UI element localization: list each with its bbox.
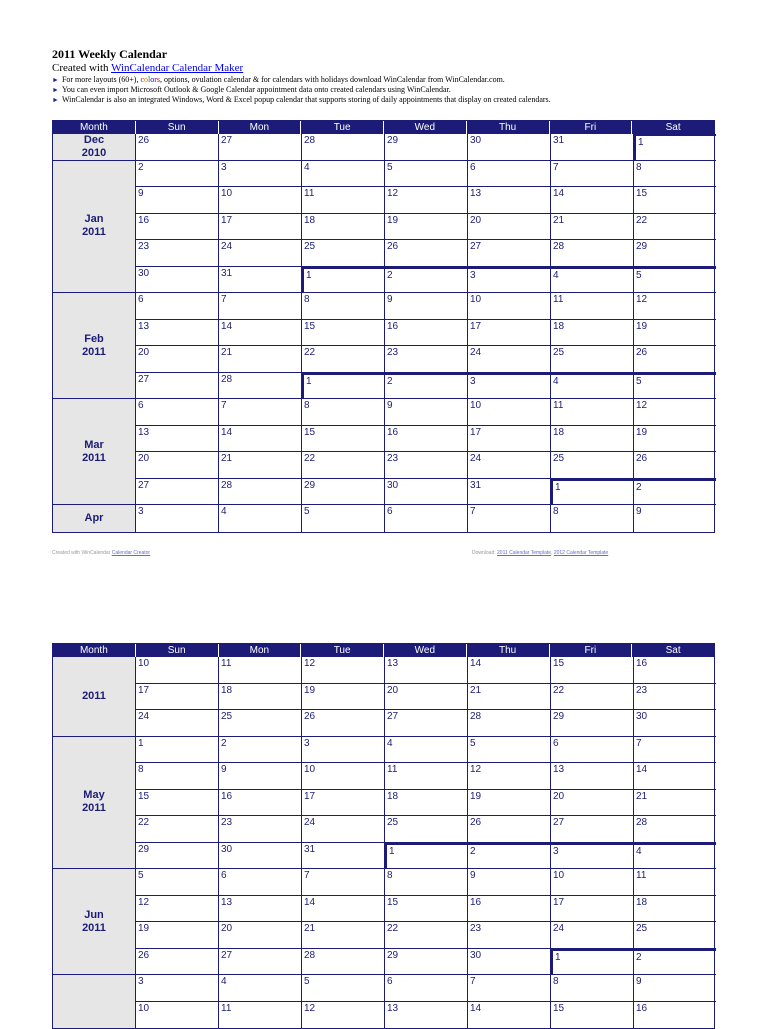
day-cell[interactable]: 13: [385, 657, 468, 683]
day-cell[interactable]: 8: [551, 505, 634, 532]
day-cell[interactable]: 2: [219, 737, 302, 763]
column-header-mon: Mon: [219, 644, 302, 657]
day-cell[interactable]: 12: [302, 1002, 385, 1029]
day-cell[interactable]: 14: [636, 764, 648, 775]
calendar-table-2: [52, 643, 715, 1029]
day-cell[interactable]: 18: [551, 320, 634, 346]
day-cell[interactable]: 10: [219, 187, 302, 213]
day-cell[interactable]: 4: [219, 975, 302, 1001]
day-cell[interactable]: 19: [302, 684, 385, 710]
day-cell[interactable]: 10: [551, 869, 634, 895]
day-cell[interactable]: 7: [468, 975, 551, 1001]
day-cell[interactable]: 29: [136, 843, 219, 869]
day-cell[interactable]: 25: [551, 346, 634, 372]
day-cell[interactable]: 27: [136, 373, 219, 399]
day-cell[interactable]: 15: [302, 426, 385, 452]
day-cell[interactable]: 31: [468, 479, 551, 505]
day-cell[interactable]: 20: [385, 684, 468, 710]
week-row: [136, 293, 716, 320]
week-row: [136, 479, 716, 506]
day-cell[interactable]: 17: [551, 896, 634, 922]
day-cell[interactable]: 29: [385, 134, 468, 160]
day-cell[interactable]: 4: [634, 843, 716, 869]
day-cell[interactable]: 10: [468, 399, 551, 425]
day-cell[interactable]: 9: [385, 399, 468, 425]
day-cell[interactable]: 10: [302, 763, 385, 789]
day-cell[interactable]: 1: [551, 949, 634, 975]
day-cell[interactable]: 28: [302, 949, 385, 975]
day-cell[interactable]: 8: [385, 869, 468, 895]
bullet1-text-b: , options, ovulation calendar & for calendars with holidays download WinCalendar from WinCalendar.com.: [160, 75, 505, 84]
day-cell[interactable]: 28: [219, 479, 302, 505]
day-cell[interactable]: 19: [468, 790, 551, 816]
colors-letter: s: [156, 75, 161, 84]
day-cell[interactable]: 14: [219, 426, 302, 452]
day-cell[interactable]: 20: [136, 346, 219, 372]
bullet1-text-a: For more layouts (60+),: [61, 75, 141, 84]
day-cell[interactable]: 20: [468, 214, 551, 240]
week-row: [136, 1002, 716, 1029]
day-cell[interactable]: 23: [636, 684, 648, 696]
day-cell[interactable]: 30: [636, 711, 648, 722]
day-cell[interactable]: 18: [551, 426, 634, 452]
day-cell[interactable]: 1: [634, 134, 716, 160]
column-header-tue: Tue: [301, 121, 384, 134]
day-cell[interactable]: 14: [219, 320, 302, 346]
day-cell[interactable]: 31: [219, 267, 302, 293]
day-cell[interactable]: 2: [385, 267, 468, 293]
column-header-sun: Sun: [136, 121, 219, 134]
day-cell[interactable]: 11: [219, 657, 302, 683]
day-cell[interactable]: 21: [302, 922, 385, 948]
day-cell[interactable]: 8: [551, 975, 634, 1001]
week-row: [136, 763, 716, 790]
day-cell[interactable]: 24: [551, 922, 634, 948]
day-cell[interactable]: 6: [468, 161, 551, 187]
day-cell[interactable]: 26: [468, 816, 551, 842]
day-cell[interactable]: 22: [385, 922, 468, 948]
week-row: [136, 816, 716, 843]
week-row: [136, 267, 716, 294]
info-bullet-2: [52, 85, 732, 95]
day-cell[interactable]: 16: [636, 1002, 648, 1014]
day-cell[interactable]: 27: [385, 710, 468, 736]
month-label: 2011: [53, 657, 135, 737]
week-row: [136, 949, 716, 976]
day-cell[interactable]: 2: [385, 373, 468, 399]
column-header-wed: Wed: [384, 121, 467, 134]
week-row: [136, 214, 716, 241]
week-row: [136, 684, 716, 711]
footer-left-text: Created with WinCalendar: [52, 550, 112, 556]
calendar-header-row: [53, 644, 714, 657]
month-label: [53, 975, 135, 1028]
day-cell[interactable]: 3: [551, 843, 634, 869]
day-cell[interactable]: 7: [219, 399, 302, 425]
day-cell[interactable]: 19: [136, 922, 219, 948]
week-row: [136, 399, 716, 426]
day-cell[interactable]: 4: [385, 737, 468, 763]
day-cell[interactable]: 2: [468, 843, 551, 869]
day-cell[interactable]: 15: [385, 896, 468, 922]
created-with-line: [52, 61, 732, 75]
day-cell[interactable]: 24: [302, 816, 385, 842]
day-cell[interactable]: 12: [302, 657, 385, 683]
day-cell[interactable]: 3: [219, 161, 302, 187]
template-2012-link[interactable]: 2012 Calendar Template: [553, 550, 609, 556]
day-cell[interactable]: 5: [136, 869, 219, 895]
calendar-maker-link[interactable]: WinCalendar Calendar Maker: [111, 62, 244, 74]
days-grid: [136, 657, 716, 1028]
day-cell[interactable]: 5: [302, 505, 385, 532]
calendar-header-row: [53, 121, 714, 134]
column-header-month: Month: [53, 121, 136, 134]
day-cell[interactable]: 12: [636, 400, 648, 411]
column-header-tue: Tue: [301, 644, 384, 657]
day-cell[interactable]: 21: [636, 790, 648, 802]
day-cell[interactable]: 19: [385, 214, 468, 240]
day-cell[interactable]: 7: [219, 293, 302, 319]
day-cell[interactable]: 26: [385, 240, 468, 266]
day-cell[interactable]: 12: [385, 187, 468, 213]
day-cell[interactable]: 26: [302, 710, 385, 736]
calendar-creator-link[interactable]: Calendar Creator: [111, 550, 151, 556]
day-cell[interactable]: 22: [302, 346, 385, 372]
week-row: [136, 346, 716, 373]
day-cell[interactable]: 13: [136, 320, 219, 346]
day-cell[interactable]: 17: [302, 790, 385, 816]
day-cell[interactable]: 20: [551, 790, 634, 816]
day-cell[interactable]: 21: [219, 452, 302, 478]
day-cell[interactable]: 5: [634, 373, 716, 399]
month-label: Apr: [53, 505, 135, 532]
day-cell[interactable]: 16: [219, 790, 302, 816]
month-column: [53, 657, 136, 1028]
bullet-arrow-icon: ►: [52, 76, 59, 84]
day-cell[interactable]: 28: [551, 240, 634, 266]
day-cell[interactable]: 19: [636, 426, 648, 438]
day-cell[interactable]: 3: [468, 267, 551, 293]
day-cell[interactable]: 5: [385, 161, 468, 187]
day-cell[interactable]: 11: [551, 399, 634, 425]
day-cell[interactable]: 14: [468, 1002, 551, 1029]
day-cell[interactable]: 23: [136, 240, 219, 266]
day-cell[interactable]: 31: [551, 134, 634, 160]
day-cell[interactable]: 5: [634, 267, 716, 293]
day-cell[interactable]: 27: [219, 134, 302, 160]
day-cell[interactable]: 16: [385, 320, 468, 346]
day-cell[interactable]: 2: [634, 949, 716, 975]
column-header-thu: Thu: [467, 121, 550, 134]
day-cell[interactable]: 18: [219, 684, 302, 710]
day-cell[interactable]: 14: [302, 896, 385, 922]
footer-right-text: Download:: [472, 550, 498, 556]
day-cell[interactable]: 9: [136, 187, 219, 213]
day-cell[interactable]: 6: [136, 293, 219, 319]
day-cell[interactable]: 11: [219, 1002, 302, 1029]
month-label: Dec 2010: [53, 134, 135, 161]
week-row: [136, 922, 716, 949]
day-cell[interactable]: 7: [468, 505, 551, 532]
colors-letter: c: [140, 75, 144, 84]
column-header-sun: Sun: [136, 644, 219, 657]
day-cell[interactable]: 9: [385, 293, 468, 319]
day-cell[interactable]: 22: [302, 452, 385, 478]
day-cell[interactable]: 16: [636, 658, 648, 669]
day-cell[interactable]: 7: [636, 737, 642, 749]
day-cell[interactable]: 7: [551, 161, 634, 187]
day-cell[interactable]: 27: [551, 816, 634, 842]
week-row: [136, 320, 716, 347]
day-cell[interactable]: 3: [136, 975, 219, 1001]
day-cell[interactable]: 29: [385, 949, 468, 975]
week-row: [136, 505, 716, 532]
day-cell[interactable]: 18: [636, 896, 648, 908]
day-cell[interactable]: 30: [219, 843, 302, 869]
day-cell[interactable]: 30: [468, 134, 551, 160]
day-cell[interactable]: 4: [219, 505, 302, 532]
week-row: [136, 426, 716, 453]
day-cell[interactable]: 23: [219, 816, 302, 842]
day-cell[interactable]: 29: [551, 710, 634, 736]
day-cell[interactable]: 13: [551, 763, 634, 789]
day-cell[interactable]: 14: [551, 187, 634, 213]
day-cell[interactable]: 1: [551, 479, 634, 505]
week-row: [136, 373, 716, 400]
day-cell[interactable]: 27: [468, 240, 551, 266]
day-cell[interactable]: 19: [636, 320, 648, 332]
day-cell[interactable]: 25: [219, 710, 302, 736]
day-cell[interactable]: 21: [551, 214, 634, 240]
day-cell[interactable]: 12: [636, 294, 648, 305]
day-cell[interactable]: 4: [551, 373, 634, 399]
day-cell[interactable]: 25: [302, 240, 385, 266]
day-cell[interactable]: 23: [385, 452, 468, 478]
day-cell[interactable]: 13: [136, 426, 219, 452]
day-cell[interactable]: 30: [468, 949, 551, 975]
colors-letter: r: [154, 75, 157, 84]
week-row: [136, 896, 716, 923]
day-cell[interactable]: 25: [636, 923, 648, 934]
day-cell[interactable]: 17: [468, 426, 551, 452]
day-cell[interactable]: 8: [302, 293, 385, 319]
day-cell[interactable]: 26: [636, 347, 648, 358]
colors-letter: o: [144, 75, 148, 84]
day-cell[interactable]: 11: [302, 187, 385, 213]
day-cell[interactable]: 1: [302, 373, 385, 399]
created-with-prefix: Created with: [52, 62, 112, 74]
day-cell[interactable]: 16: [136, 214, 219, 240]
day-cell[interactable]: 24: [136, 710, 219, 736]
month-column: [53, 134, 136, 532]
day-cell[interactable]: 15: [136, 790, 219, 816]
day-cell[interactable]: 10: [468, 293, 551, 319]
day-cell[interactable]: 7: [302, 869, 385, 895]
day-cell[interactable]: 21: [219, 346, 302, 372]
day-cell[interactable]: 24: [468, 452, 551, 478]
day-cell[interactable]: 20: [136, 452, 219, 478]
day-cell[interactable]: 11: [636, 870, 647, 881]
day-cell[interactable]: 9: [468, 869, 551, 895]
day-cell[interactable]: 6: [136, 399, 219, 425]
day-cell[interactable]: 18: [385, 790, 468, 816]
footer-separator: ,: [551, 550, 554, 556]
week-row: [136, 869, 716, 896]
day-cell[interactable]: 4: [551, 267, 634, 293]
day-cell[interactable]: 13: [219, 896, 302, 922]
calendar-body: [53, 657, 714, 1028]
day-cell[interactable]: 25: [551, 452, 634, 478]
day-cell[interactable]: 3: [136, 505, 219, 532]
info-bullet-3: [52, 95, 732, 105]
day-cell[interactable]: 6: [219, 869, 302, 895]
day-cell[interactable]: 23: [385, 346, 468, 372]
day-cell[interactable]: 27: [219, 949, 302, 975]
day-cell[interactable]: 15: [636, 188, 648, 199]
bullet-arrow-icon: ►: [52, 86, 59, 94]
month-label: Jun 2011: [53, 869, 135, 975]
day-cell[interactable]: 28: [302, 134, 385, 160]
colors-letter: o: [150, 75, 155, 84]
day-cell[interactable]: 2: [136, 161, 219, 187]
day-cell[interactable]: 13: [385, 1002, 468, 1029]
day-cell[interactable]: 2: [634, 479, 716, 505]
day-cell[interactable]: 28: [219, 373, 302, 399]
day-cell[interactable]: 6: [385, 505, 468, 532]
day-cell[interactable]: 28: [636, 817, 648, 828]
column-header-mon: Mon: [219, 121, 302, 134]
day-cell[interactable]: 26: [136, 949, 219, 975]
day-cell[interactable]: 23: [468, 922, 551, 948]
week-row: [136, 161, 716, 188]
column-header-fri: Fri: [550, 121, 633, 134]
page-title: 2011 Weekly Calendar: [52, 47, 168, 61]
month-label: Jan 2011: [53, 161, 135, 294]
day-cell[interactable]: 3: [302, 737, 385, 763]
week-row: [136, 710, 716, 737]
day-cell[interactable]: 6: [551, 737, 634, 763]
column-header-month: Month: [53, 644, 136, 657]
day-cell[interactable]: 28: [468, 710, 551, 736]
day-cell[interactable]: 8: [302, 399, 385, 425]
week-row: [136, 452, 716, 479]
day-cell[interactable]: 22: [551, 684, 634, 710]
day-cell[interactable]: 5: [302, 975, 385, 1001]
day-cell[interactable]: 17: [219, 214, 302, 240]
day-cell[interactable]: 22: [636, 214, 648, 226]
day-cell[interactable]: 9: [636, 506, 642, 517]
column-header-thu: Thu: [467, 644, 550, 657]
day-cell[interactable]: 17: [468, 320, 551, 346]
day-cell[interactable]: 15: [551, 1002, 634, 1029]
calendar-body: [53, 134, 714, 532]
day-cell[interactable]: 21: [468, 684, 551, 710]
day-cell[interactable]: 14: [468, 657, 551, 683]
day-cell[interactable]: 1: [136, 737, 219, 763]
day-cell[interactable]: 9: [636, 976, 642, 987]
day-cell[interactable]: 9: [219, 763, 302, 789]
day-cell[interactable]: 29: [302, 479, 385, 505]
bullet3-text: WinCalendar is also an integrated Windows, Word & Excel popup calendar that supports storing of daily appointments that display on created calendars.: [61, 95, 551, 104]
column-header-sat: Sat: [665, 645, 681, 656]
day-cell[interactable]: 27: [136, 479, 219, 505]
template-2011-link[interactable]: 2011 Calendar Template: [497, 550, 552, 556]
month-label: Mar 2011: [53, 399, 135, 505]
footer-left: [52, 550, 150, 556]
month-label: Feb 2011: [53, 293, 135, 399]
week-row: [136, 134, 716, 161]
day-cell[interactable]: 25: [385, 816, 468, 842]
month-label: May 2011: [53, 737, 135, 870]
calendar-table-1: [52, 120, 715, 533]
day-cell[interactable]: 18: [302, 214, 385, 240]
info-bullet-1: [52, 75, 732, 85]
day-cell[interactable]: 15: [551, 657, 634, 683]
day-cell[interactable]: 12: [468, 763, 551, 789]
week-row: [136, 737, 716, 764]
day-cell[interactable]: 16: [385, 426, 468, 452]
day-cell[interactable]: 11: [385, 763, 468, 789]
day-cell[interactable]: 6: [385, 975, 468, 1001]
week-row: [136, 843, 716, 870]
week-row: [136, 657, 716, 684]
column-header-sat: Sat: [665, 122, 681, 133]
week-row: [136, 240, 716, 267]
day-cell[interactable]: 30: [136, 267, 219, 293]
bullet2-text: You can even import Microsoft Outlook & Google Calendar appointment data onto created calendars using WinCalendar.: [61, 85, 451, 94]
day-cell[interactable]: 26: [136, 134, 219, 160]
day-cell[interactable]: 4: [302, 161, 385, 187]
day-cell[interactable]: 26: [636, 453, 648, 464]
colors-letter: l: [148, 75, 151, 84]
column-header-fri: Fri: [550, 644, 633, 657]
page-header: [52, 47, 732, 105]
day-cell[interactable]: 15: [302, 320, 385, 346]
day-cell[interactable]: 13: [468, 187, 551, 213]
day-cell[interactable]: 1: [385, 843, 468, 869]
day-cell[interactable]: 30: [385, 479, 468, 505]
column-header-wed: Wed: [384, 644, 467, 657]
day-cell[interactable]: 10: [136, 1002, 219, 1029]
day-cell[interactable]: 10: [136, 657, 219, 683]
day-cell[interactable]: 12: [136, 896, 219, 922]
day-cell[interactable]: 11: [551, 293, 634, 319]
week-row: [136, 975, 716, 1002]
day-cell[interactable]: 24: [219, 240, 302, 266]
footer-right: [472, 550, 608, 556]
day-cell[interactable]: 3: [468, 373, 551, 399]
day-cell[interactable]: 16: [468, 896, 551, 922]
day-cell[interactable]: 17: [136, 684, 219, 710]
day-cell[interactable]: 8: [136, 763, 219, 789]
day-cell[interactable]: 8: [636, 161, 642, 173]
day-cell[interactable]: 5: [468, 737, 551, 763]
day-cell[interactable]: 22: [136, 816, 219, 842]
day-cell[interactable]: 20: [219, 922, 302, 948]
day-cell[interactable]: 24: [468, 346, 551, 372]
week-row: [136, 187, 716, 214]
days-grid: [136, 134, 716, 532]
day-cell[interactable]: 1: [302, 267, 385, 293]
day-cell[interactable]: 31: [302, 843, 385, 869]
bullet-arrow-icon: ►: [52, 96, 59, 104]
week-row: [136, 790, 716, 817]
day-cell[interactable]: 29: [636, 241, 648, 252]
